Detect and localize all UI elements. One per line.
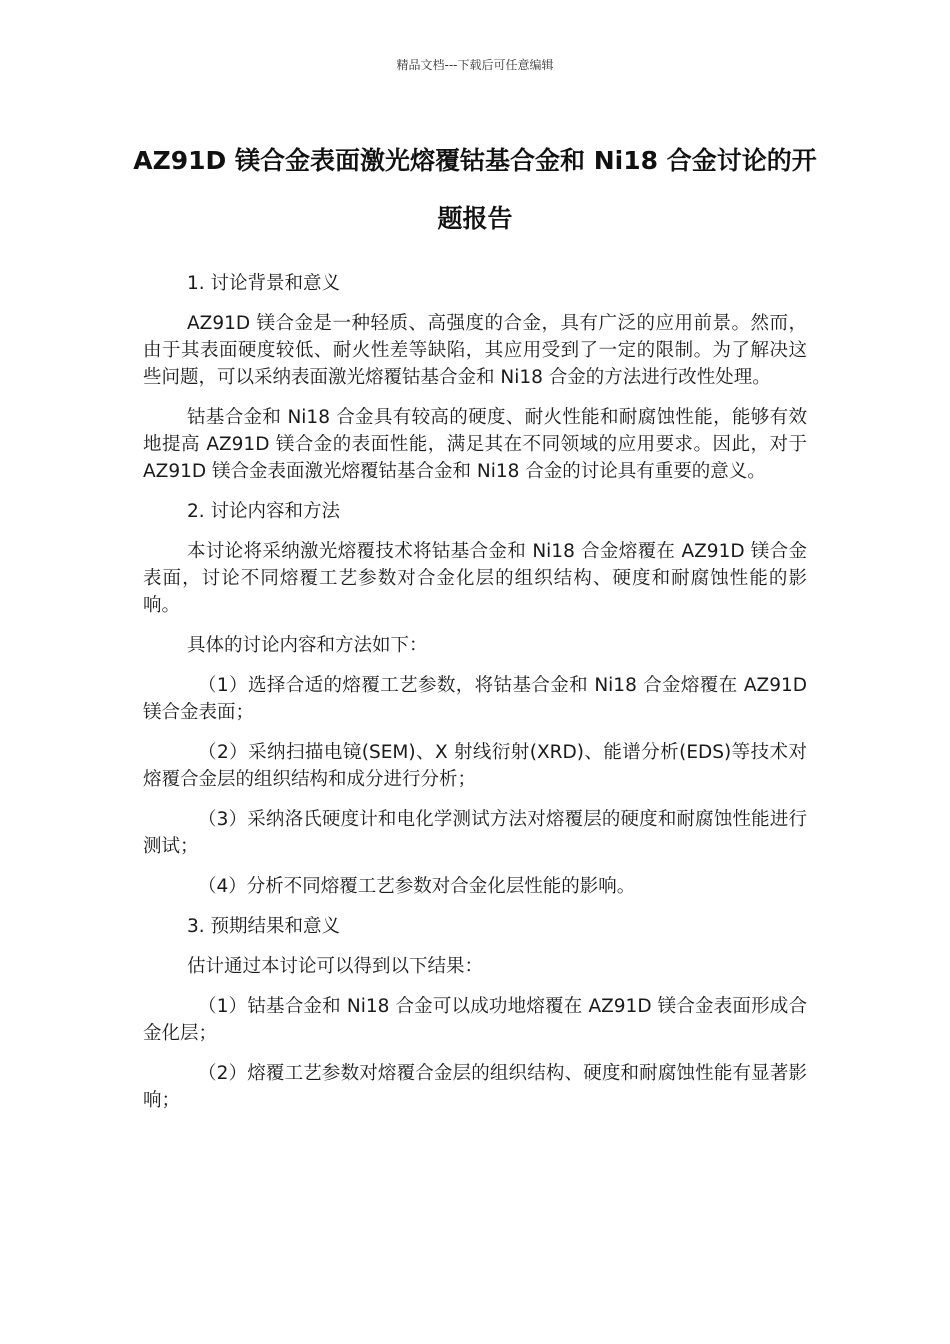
- section-heading-expected-results: 3. 预期结果和意义: [187, 916, 341, 937]
- document-body: [143, 270, 807, 1127]
- list-item-method-4: （4）分析不同熔覆工艺参数对合金化层性能的影响。: [198, 876, 636, 897]
- list-item-result-1: （1）钴基合金和 Ni18 合金可以成功地熔覆在 AZ91D 镁合金表面形成合金化层；: [143, 996, 807, 1044]
- list-item-method-3: （3）采纳洛氏硬度计和电化学测试方法对熔覆层的硬度和耐腐蚀性能进行测试；: [143, 809, 807, 857]
- list-item-result-2: （2）熔覆工艺参数对熔覆合金层的组织结构、硬度和耐腐蚀性能有显著影响；: [143, 1063, 807, 1111]
- list-item-method-1: （1）选择合适的熔覆工艺参数，将钴基合金和 Ni18 合金熔覆在 AZ91D 镁合金表面；: [143, 675, 807, 723]
- document-title: AZ91D 镁合金表面激光熔覆钴基合金和 Ni18 合金讨论的开题报告: [133, 146, 817, 233]
- paragraph-content-lead: 具体的讨论内容和方法如下：: [187, 635, 428, 656]
- section-heading-background: 1. 讨论背景和意义: [187, 273, 341, 294]
- list-item-method-2: （2）采纳扫描电镜(SEM)、X 射线衍射(XRD)、能谱分析(EDS)等技术对熔覆合金层的组织结构和成分进行分析；: [143, 742, 807, 790]
- paragraph-background-2: 钴基合金和 Ni18 合金具有较高的硬度、耐火性能和耐腐蚀性能，能够有效地提高 AZ91D 镁合金的表面性能，满足其在不同领域的应用要求。因此，对于 AZ91D 镁合金表面激光熔覆钴基合金和 Ni18 合金的讨论具有重要的意义。: [143, 407, 807, 482]
- page-header: 精品文档---下载后可任意编辑: [396, 58, 554, 72]
- section-heading-content-methods: 2. 讨论内容和方法: [187, 501, 341, 522]
- paragraph-results-lead: 估计通过本讨论可以得到以下结果：: [187, 956, 484, 977]
- paragraph-content-intro: 本讨论将采纳激光熔覆技术将钴基合金和 Ni18 合金熔覆在 AZ91D 镁合金表面，讨论不同熔覆工艺参数对合金化层的组织结构、硬度和耐腐蚀性能的影响。: [143, 541, 807, 616]
- paragraph-background-1: AZ91D 镁合金是一种轻质、高强度的合金，具有广泛的应用前景。然而，由于其表面硬度较低、耐火性差等缺陷，其应用受到了一定的限制。为了解决这些问题，可以采纳表面激光熔覆钴基合金和 Ni18 合金的方法进行改性处理。: [143, 313, 807, 388]
